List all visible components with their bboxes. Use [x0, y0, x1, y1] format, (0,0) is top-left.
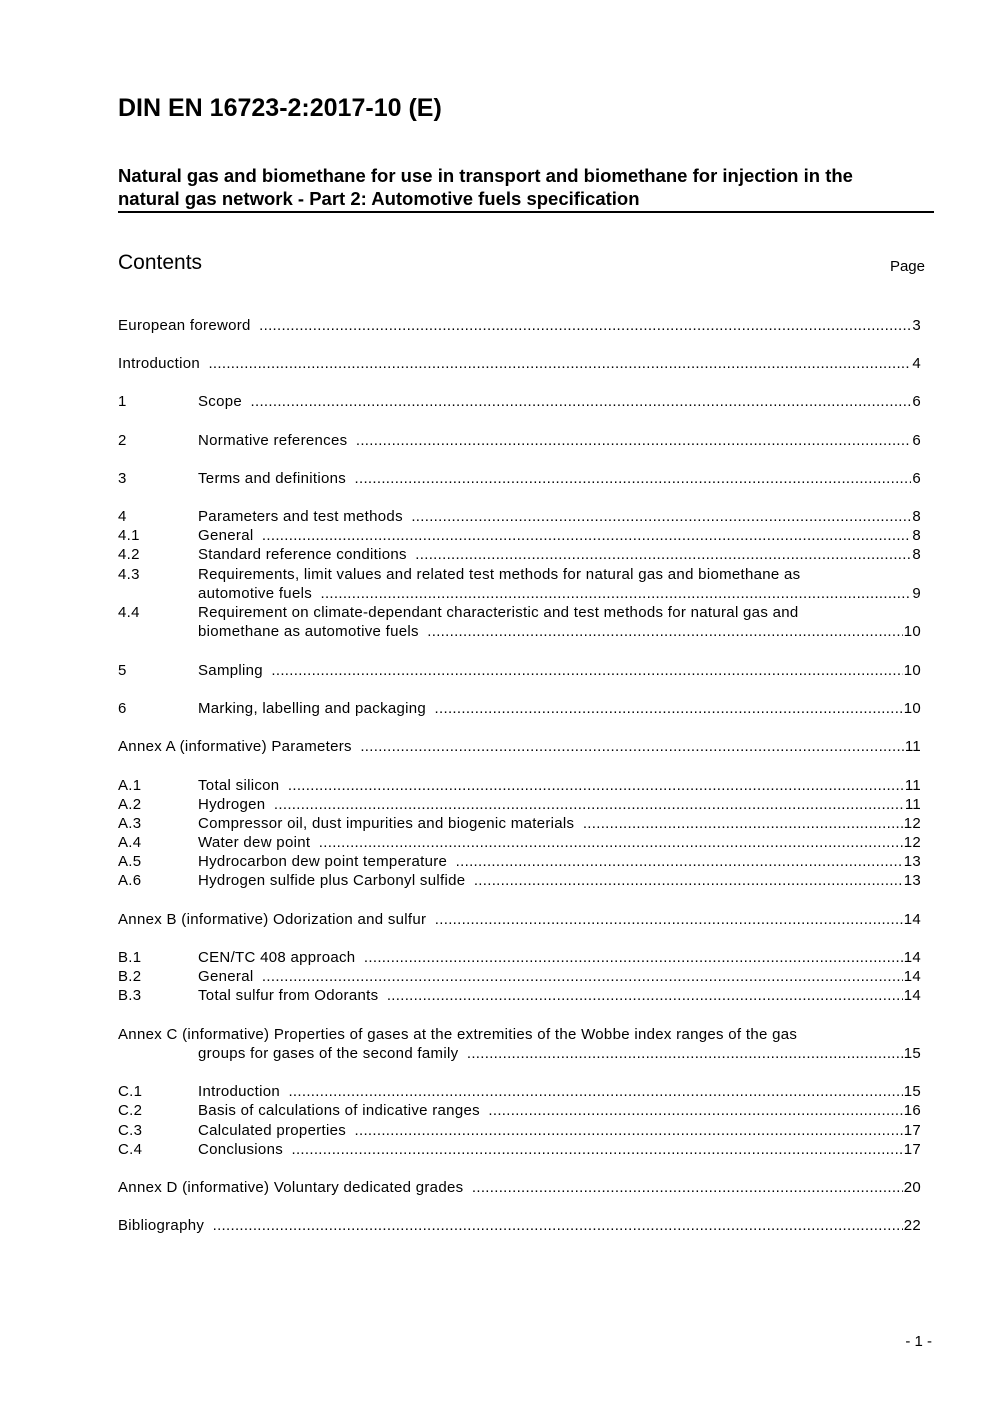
toc-entry-page: 10	[903, 623, 921, 640]
toc-entry-title-text: groups for gases of the second family	[198, 1045, 462, 1062]
toc-entry[interactable]	[118, 871, 921, 890]
toc-entry-title-text: Introduction	[118, 355, 204, 372]
toc-entry-number: A.6	[118, 872, 142, 889]
toc-entry-title	[198, 1082, 921, 1101]
toc-entry-title-text: Parameters and test methods	[198, 508, 407, 525]
toc-entry-title	[198, 814, 921, 833]
toc-entry-first-line: Annex C (informative) Properties of gases at the extremities of the Wobbe index ranges of the gas	[118, 1026, 798, 1043]
contents-heading: Contents	[118, 251, 203, 274]
toc-entry-title-text: Normative references	[198, 432, 351, 449]
document-title-line-1: Natural gas and biomethane for use in transport and biomethane for injection in the	[118, 165, 853, 186]
toc-entry-page: 17	[903, 1122, 921, 1139]
toc-entry-page: 10	[903, 700, 921, 717]
toc-entry[interactable]	[118, 967, 921, 986]
toc-entry-number: B.3	[118, 987, 142, 1004]
toc-entry-number: C.2	[118, 1102, 143, 1119]
toc-entry-page: 6	[912, 432, 921, 449]
toc-entry-page: 6	[912, 393, 921, 410]
toc-entry-title-text: Hydrogen sulfide plus Carbonyl sulfide	[198, 872, 469, 889]
document-title	[118, 164, 934, 213]
toc-entry-title-text: Basis of calculations of indicative ranges	[198, 1102, 484, 1119]
toc-entry-title	[198, 795, 921, 814]
toc-entry-title-text: Annex B (informative) Odorization and sulfur	[118, 911, 430, 928]
toc-entry-page: 11	[904, 796, 921, 813]
toc-entry-page: 8	[912, 546, 921, 563]
toc-entry-title-text: Hydrocarbon dew point temperature	[198, 853, 451, 870]
toc-entry-title	[198, 661, 921, 680]
toc-entry[interactable]	[118, 1044, 921, 1063]
toc-entry[interactable]	[118, 392, 921, 411]
toc-entry-page: 4	[912, 355, 921, 372]
toc-entry-title	[198, 986, 921, 1005]
toc-entry-page: 11	[904, 777, 921, 794]
toc-entry-number: 5	[118, 662, 127, 679]
toc-entry-number: A.3	[118, 815, 142, 832]
toc-entry-title-text: Standard reference conditions	[198, 546, 411, 563]
toc-entry-page: 16	[903, 1102, 921, 1119]
toc-entry-number: A.2	[118, 796, 142, 813]
toc-entry-title-text: automotive fuels	[198, 585, 316, 602]
toc-entry-title-text: Terms and definitions	[198, 470, 350, 487]
toc-entry-page: 22	[903, 1217, 921, 1234]
page-column-heading: Page	[889, 258, 925, 275]
toc-entry-title-text: Bibliography	[118, 1217, 208, 1234]
toc-entry-title	[198, 948, 921, 967]
toc-entry[interactable]	[118, 1140, 921, 1159]
toc-entry-title-text: Conclusions	[198, 1141, 287, 1158]
toc-entry[interactable]	[118, 545, 921, 564]
toc-entry-page: 8	[912, 508, 921, 525]
toc-entry-number: 4.3	[118, 566, 140, 583]
toc-entry-number: C.3	[118, 1122, 143, 1139]
toc-entry-number: 4.4	[118, 604, 140, 621]
toc-entry-page: 15	[903, 1083, 921, 1100]
toc-entry-title-text: Calculated properties	[198, 1122, 350, 1139]
toc-entry[interactable]	[118, 910, 921, 929]
toc-entry[interactable]	[118, 814, 921, 833]
toc-entry-title	[198, 1044, 921, 1063]
toc-entry-title	[198, 1121, 921, 1140]
toc-entry[interactable]	[118, 833, 921, 852]
toc-entry[interactable]	[118, 776, 921, 795]
toc-entry-title	[198, 622, 921, 641]
toc-entry-title	[198, 431, 921, 450]
toc-entry-title-text: Annex D (informative) Voluntary dedicated grades	[118, 1179, 467, 1196]
toc-entry-number: C.1	[118, 1083, 143, 1100]
toc-entry-title	[198, 1140, 921, 1159]
document-id: DIN EN 16723-2:2017-10 (E)	[118, 94, 442, 122]
toc-entry-number: C.4	[118, 1141, 143, 1158]
toc-entry-title-text: Sampling	[198, 662, 267, 679]
toc-entry[interactable]	[118, 795, 921, 814]
toc-entry-number: B.2	[118, 968, 142, 985]
toc-entry-title	[198, 967, 921, 986]
toc-entry-first-line: Requirement on climate-dependant characteristic and test methods for natural gas and	[198, 604, 799, 621]
toc-entry-title	[118, 354, 921, 373]
toc-entry-number: 4.2	[118, 546, 140, 563]
toc-entry-title	[198, 852, 921, 871]
toc-entry-title	[198, 833, 921, 852]
toc-entry-number: A.1	[118, 777, 142, 794]
toc-entry-page: 6	[912, 470, 921, 487]
toc-entry[interactable]	[118, 661, 921, 680]
toc-entry[interactable]	[118, 852, 921, 871]
toc-entry-page: 13	[903, 853, 921, 870]
toc-entry-title-text: Scope	[198, 393, 246, 410]
toc-entry[interactable]	[118, 699, 921, 718]
toc-entry[interactable]	[118, 507, 921, 526]
toc-entry-page: 14	[903, 987, 921, 1004]
toc-entry-title	[198, 1101, 921, 1120]
toc-entry-page: 12	[903, 815, 921, 832]
toc-entry-title-text: Introduction	[198, 1083, 284, 1100]
toc-entry-title-text: CEN/TC 408 approach	[198, 949, 359, 966]
toc-entry-number: 2	[118, 432, 127, 449]
toc-entry-page: 15	[903, 1045, 921, 1062]
toc-entry-title	[198, 584, 921, 603]
toc-entry[interactable]	[118, 986, 921, 1005]
toc-entry-number: A.4	[118, 834, 142, 851]
toc-entry-title	[118, 316, 921, 335]
toc-entry-number: 3	[118, 470, 127, 487]
toc-entry-page: 17	[903, 1141, 921, 1158]
toc-entry[interactable]	[118, 431, 921, 450]
toc-entry-number: B.1	[118, 949, 142, 966]
toc-entry[interactable]	[118, 948, 921, 967]
toc-entry-title	[198, 392, 921, 411]
toc-entry[interactable]	[118, 316, 921, 335]
toc-entry[interactable]	[118, 1082, 921, 1101]
toc-entry-title	[118, 737, 921, 756]
toc-entry-number: A.5	[118, 853, 142, 870]
toc-entry[interactable]	[118, 1178, 921, 1197]
toc-entry-title	[118, 1216, 921, 1235]
toc-entry[interactable]	[118, 622, 921, 641]
toc-entry-page: 14	[903, 968, 921, 985]
toc-entry-title	[198, 545, 921, 564]
toc-entry-number: 4	[118, 508, 127, 525]
footer-page-number: - 1 -	[905, 1333, 932, 1350]
toc-entry-title	[198, 469, 921, 488]
toc-entry-page: 20	[903, 1179, 921, 1196]
toc-entry-page: 14	[903, 911, 921, 928]
toc-entry[interactable]	[118, 526, 921, 545]
toc-entry-page: 14	[903, 949, 921, 966]
toc-entry-title-text: Compressor oil, dust impurities and biogenic materials	[198, 815, 578, 832]
toc-entry-title	[118, 910, 921, 929]
toc-entry-title-text: Hydrogen	[198, 796, 269, 813]
document-title-line-2: natural gas network - Part 2: Automotive fuels specification	[118, 188, 640, 209]
toc-entry-number: 1	[118, 393, 127, 410]
toc-entry-title-text: European foreword	[118, 317, 255, 334]
toc-entry-page: 3	[912, 317, 921, 334]
toc-entry-page: 13	[903, 872, 921, 889]
toc-entry-title-text: Annex A (informative) Parameters	[118, 738, 356, 755]
toc-entry-title-text: biomethane as automotive fuels	[198, 623, 423, 640]
toc-entry-page: 9	[912, 585, 921, 602]
toc-entry-title-text: General	[198, 527, 257, 544]
toc-entry[interactable]	[118, 1101, 921, 1120]
toc-entry-page: 11	[904, 738, 921, 755]
toc-entry[interactable]	[118, 469, 921, 488]
toc-entry-first-line: Requirements, limit values and related test methods for natural gas and biomethane as	[198, 566, 801, 583]
toc-entry-page: 8	[912, 527, 921, 544]
toc-entry-title-text: Marking, labelling and packaging	[198, 700, 430, 717]
toc-entry[interactable]	[118, 354, 921, 373]
toc-entry-number: 4.1	[118, 527, 140, 544]
toc-entry-title-text: Total sulfur from Odorants	[198, 987, 382, 1004]
toc-entry-title-text: General	[198, 968, 257, 985]
toc-entry-number: 6	[118, 700, 127, 717]
toc-entry-title	[198, 507, 921, 526]
toc-entry-title-text: Total silicon	[198, 777, 283, 794]
toc-entry-title	[198, 526, 921, 545]
toc-entry[interactable]	[118, 1121, 921, 1140]
toc-entry-title	[198, 699, 921, 718]
toc-entry-title	[118, 1178, 921, 1197]
toc-entry-title	[198, 776, 921, 795]
toc-entry[interactable]	[118, 737, 921, 756]
toc-entry[interactable]	[118, 1216, 921, 1235]
toc-entry[interactable]	[118, 584, 921, 603]
toc-entry-title-text: Water dew point	[198, 834, 314, 851]
toc-entry-title	[198, 871, 921, 890]
toc-entry-page: 10	[903, 662, 921, 679]
toc-entry-page: 12	[903, 834, 921, 851]
